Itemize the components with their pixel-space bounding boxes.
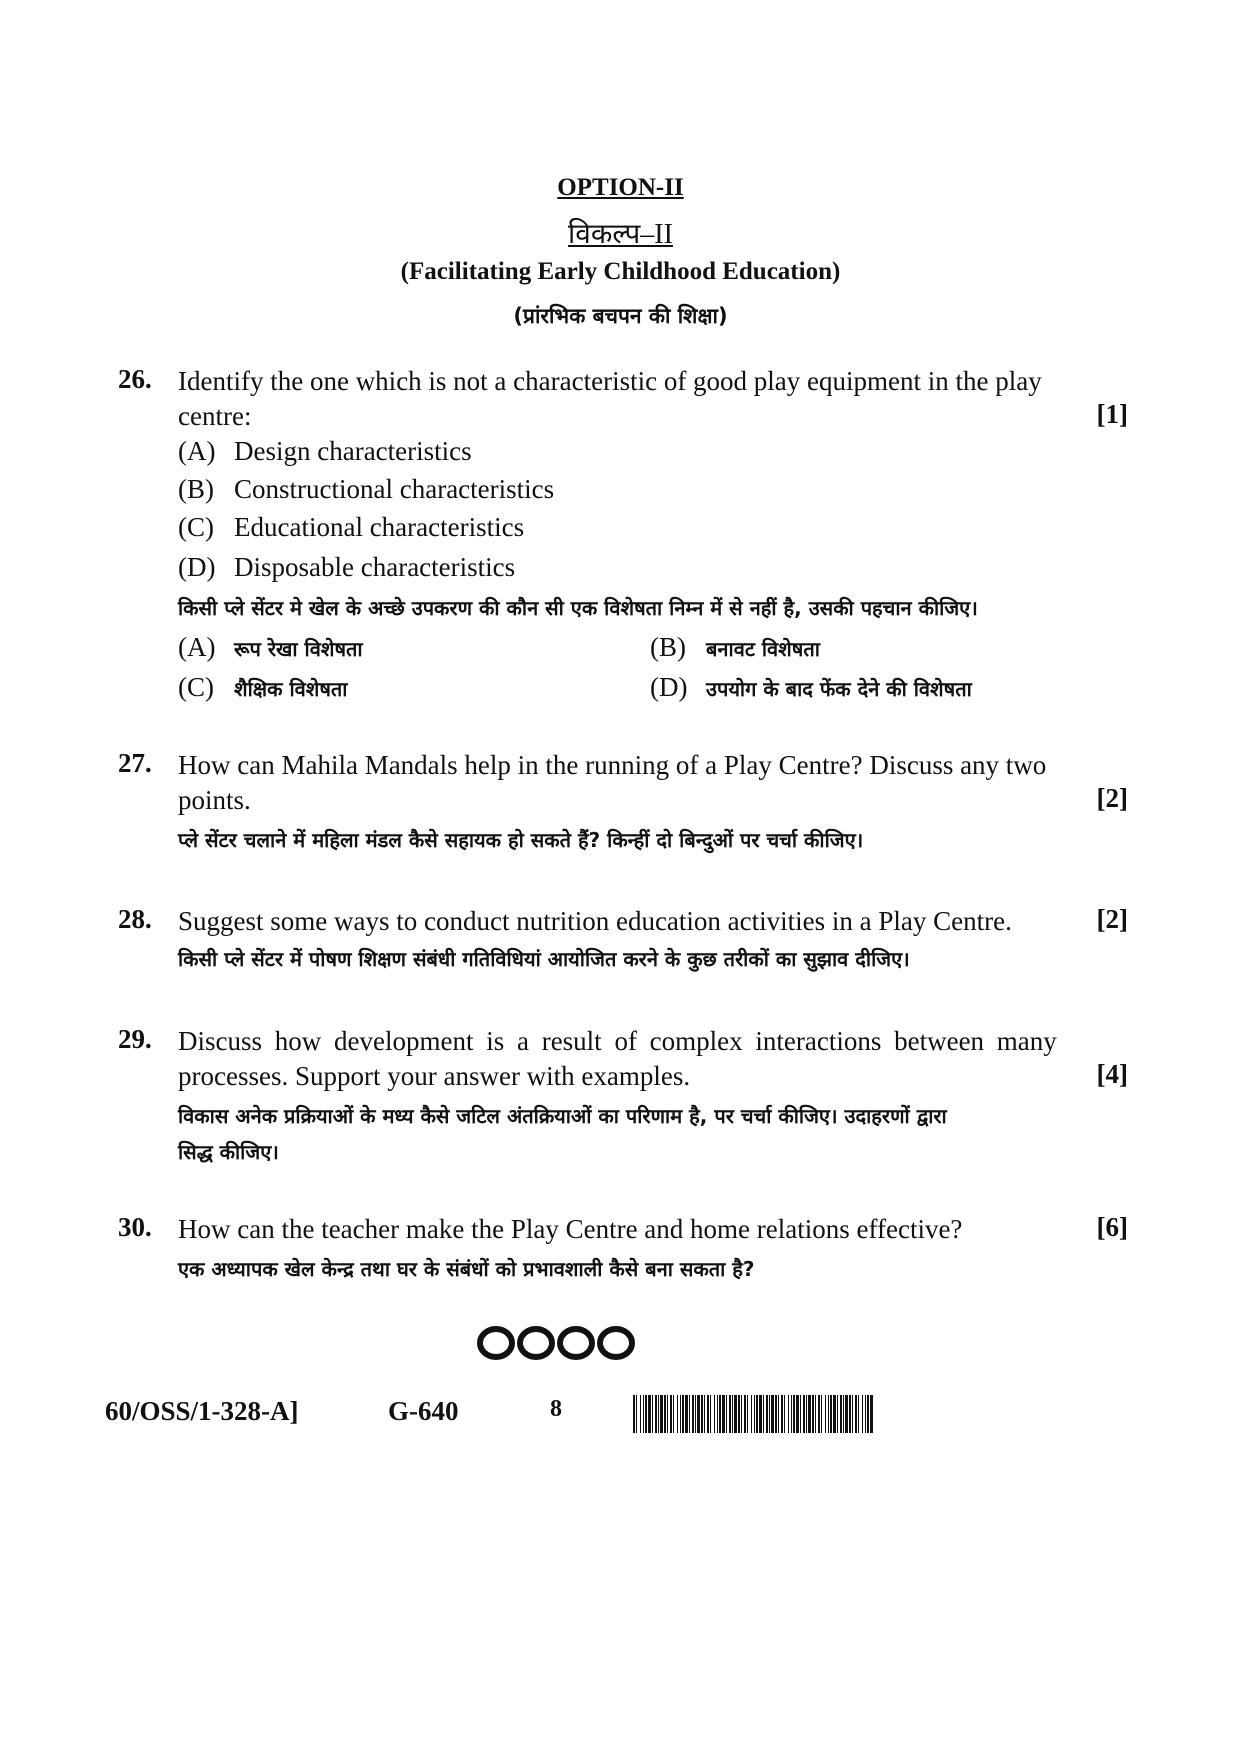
question-number: 27. bbox=[118, 748, 152, 778]
end-of-paper-circles-icon bbox=[475, 1322, 635, 1364]
option-heading-hindi: विकल्प–II bbox=[568, 219, 673, 250]
series-code: G-640 bbox=[388, 1396, 459, 1426]
hindi-option-c: (C) शैक्षिक विशेषता bbox=[178, 672, 348, 702]
question-29 bbox=[118, 1024, 1128, 1174]
question-number: 26. bbox=[118, 364, 152, 394]
question-text: How can the teacher make the Play Centre and home relations effective? bbox=[178, 1214, 963, 1244]
question-27 bbox=[118, 748, 1128, 868]
marks: [2] bbox=[1096, 904, 1128, 934]
marks: [1] bbox=[1096, 399, 1128, 429]
question-number: 28. bbox=[118, 904, 152, 934]
question-text-hindi: किसी प्ले सेंटर मे खेल के अच्छे उपकरण की कौन सी एक विशेषता निम्न में से नहीं है, उसकी पहचान कीजिए। bbox=[178, 596, 978, 620]
marks: [4] bbox=[1096, 1059, 1128, 1089]
question-text-hindi: एक अध्यापक खेल केन्द्र तथा घर के संबंधों को प्रभावशाली कैसे बना सकता है? bbox=[178, 1257, 755, 1281]
question-text-hindi: विकास अनेक प्रक्रियाओं के मध्य कैसे जटिल अंतक्रियाओं का परिणाम है, पर चर्चा कीजिए। उदाहरणों द्वारा सिद्ध कीजिए। bbox=[178, 1104, 947, 1164]
subject-title-hindi: (प्रांरभिक बचपन की शिक्षा) bbox=[513, 304, 728, 328]
page-number: 8 bbox=[550, 1396, 562, 1422]
question-text: Identify the one which is not a characteristic of good play equipment in the play centre: bbox=[178, 366, 1042, 431]
question-30 bbox=[118, 1212, 1128, 1302]
paper-code: 60/OSS/1-328-A] bbox=[105, 1396, 299, 1426]
barcode-icon bbox=[633, 1395, 877, 1433]
question-26 bbox=[118, 364, 1128, 704]
option-a: (A) Design characteristics bbox=[178, 436, 472, 466]
question-text-hindi: किसी प्ले सेंटर में पोषण शिक्षण संबंधी गतिविधियां आयोजित करने के कुछ तरीकों का सुझाव दीजिए। bbox=[178, 947, 910, 971]
question-number: 30. bbox=[118, 1212, 152, 1242]
hindi-option-a: (A) रूप रेखा विशेषता bbox=[178, 632, 363, 662]
question-28 bbox=[118, 904, 1128, 994]
subject-title: (Facilitating Early Childhood Education) bbox=[400, 258, 841, 285]
hindi-option-d: (D) उपयोग के बाद फेंक देने की विशेषता bbox=[650, 672, 972, 702]
question-text-hindi: प्ले सेंटर चलाने में महिला मंडल कैसे सहायक हो सकते हैं? किन्हीं दो बिन्दुओं पर चर्चा कीजिए। bbox=[178, 828, 864, 852]
question-text: Suggest some ways to conduct nutrition education activities in a Play Centre. bbox=[178, 906, 1012, 936]
marks: [6] bbox=[1096, 1212, 1128, 1242]
hindi-option-b: (B) बनावट विशेषता bbox=[650, 632, 820, 662]
question-text: Discuss how development is a result of complex interactions between many processes. Support your answer with examples. bbox=[178, 1026, 1057, 1091]
question-text: How can Mahila Mandals help in the running of a Play Centre? Discuss any two points. bbox=[178, 750, 1047, 815]
option-d: (D) Disposable characteristics bbox=[178, 552, 516, 582]
option-c: (C) Educational characteristics bbox=[178, 512, 525, 542]
question-number: 29. bbox=[118, 1024, 152, 1054]
marks: [2] bbox=[1096, 783, 1128, 813]
option-b: (B) Constructional characteristics bbox=[178, 474, 555, 504]
option-heading: OPTION-II bbox=[557, 174, 684, 201]
